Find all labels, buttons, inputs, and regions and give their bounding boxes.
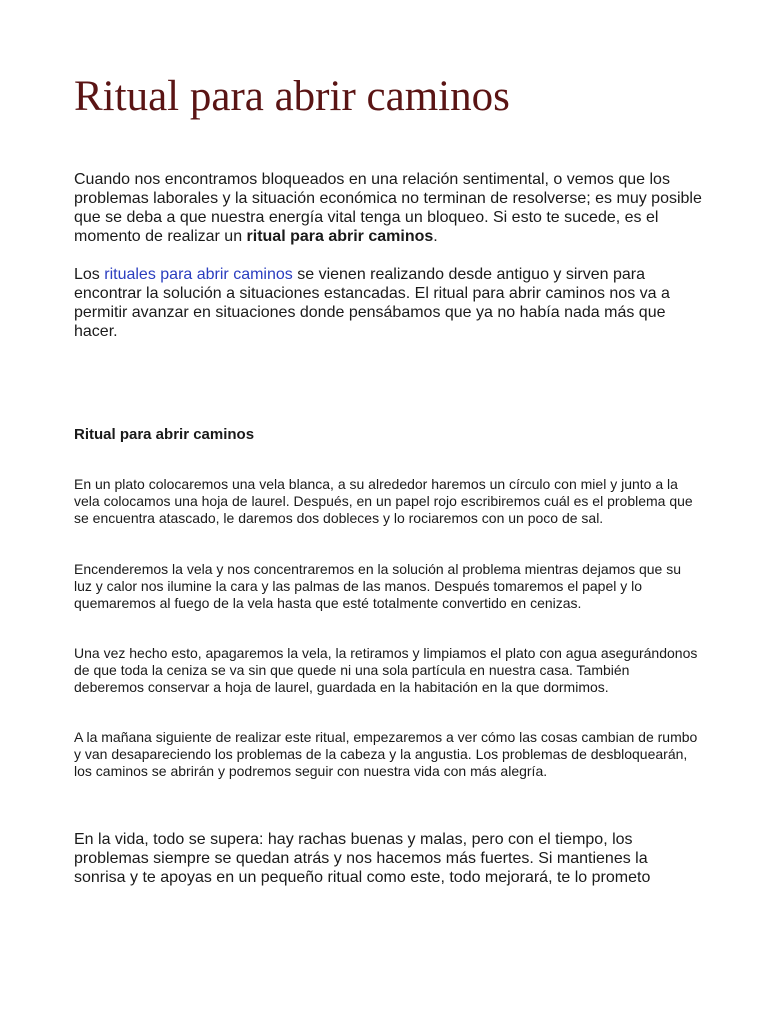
intro-1-bold-text: ritual para abrir caminos: [246, 228, 434, 245]
step-paragraph: A la mañana siguiente de realizar este ritual, empezaremos a ver cómo las cosas cambian de rumbo y van desapareciendo los problemas de la cabeza y la angustia. Los problemas de desbloquearán, los caminos se abrirán y podremos seguir con nuestra vida con más alegría.: [74, 729, 698, 779]
intro-1-text: Cuando nos encontramos bloqueados en una relación sentimental, o vemos que los problemas laborales y la situación económica no terminan de resolverse; es muy posible que se deba a que nuestra energía vital tenga un bloqueo. Si esto te sucede, es el momento de realizar un: [74, 171, 702, 245]
step-paragraph: Encenderemos la vela y nos concentraremos en la solución al problema mientras dejamos que su luz y calor nos ilumine la cara y las palmas de las manos. Después tomaremos el papel y lo quemaremos al fuego de la vela hasta que esté totalmente convertido en cenizas.: [74, 561, 681, 611]
step-paragraph: Una vez hecho esto, apagaremos la vela, la retiramos y limpiamos el plato con agua asegurándonos de que toda la ceniza se va sin que quede ni una sola partícula en nuestra casa. También deberemos conservar a hoja de laurel, guardada en la habitación en la que dormimos.: [74, 645, 698, 695]
page-title: Ritual para abrir caminos: [74, 73, 510, 120]
intro-1-text-end: .: [433, 228, 438, 245]
intro-paragraph-1: [74, 170, 704, 246]
intro-2-text-start: Los: [74, 266, 105, 283]
intro-paragraph-2: [74, 265, 704, 341]
rituales-link[interactable]: rituales para abrir caminos: [104, 266, 293, 283]
section-heading: Ritual para abrir caminos: [74, 426, 255, 443]
intro-2-text-end: se vienen realizando desde antiguo y sirven para encontrar la solución a situaciones estancadas. El ritual para abrir caminos nos va a permitir avanzar en situaciones donde pensábamos que ya no había nada más que hacer.: [74, 266, 670, 340]
step-paragraph: En un plato colocaremos una vela blanca, a su alrededor haremos un círculo con miel y junto a la vela colocamos una hoja de laurel. Después, en un papel rojo escribiremos cuál es el problema que se encuentra atascado, le daremos dos dobleces y lo rociaremos con un poco de sal.: [74, 476, 693, 526]
closing-paragraph: En la vida, todo se supera: hay rachas buenas y malas, pero con el tiempo, los problemas siempre se quedan atrás y nos hacemos más fuertes. Si mantienes la sonrisa y te apoyas en un pequeño ritual como este, todo mejorará, te lo prometo: [74, 831, 651, 886]
